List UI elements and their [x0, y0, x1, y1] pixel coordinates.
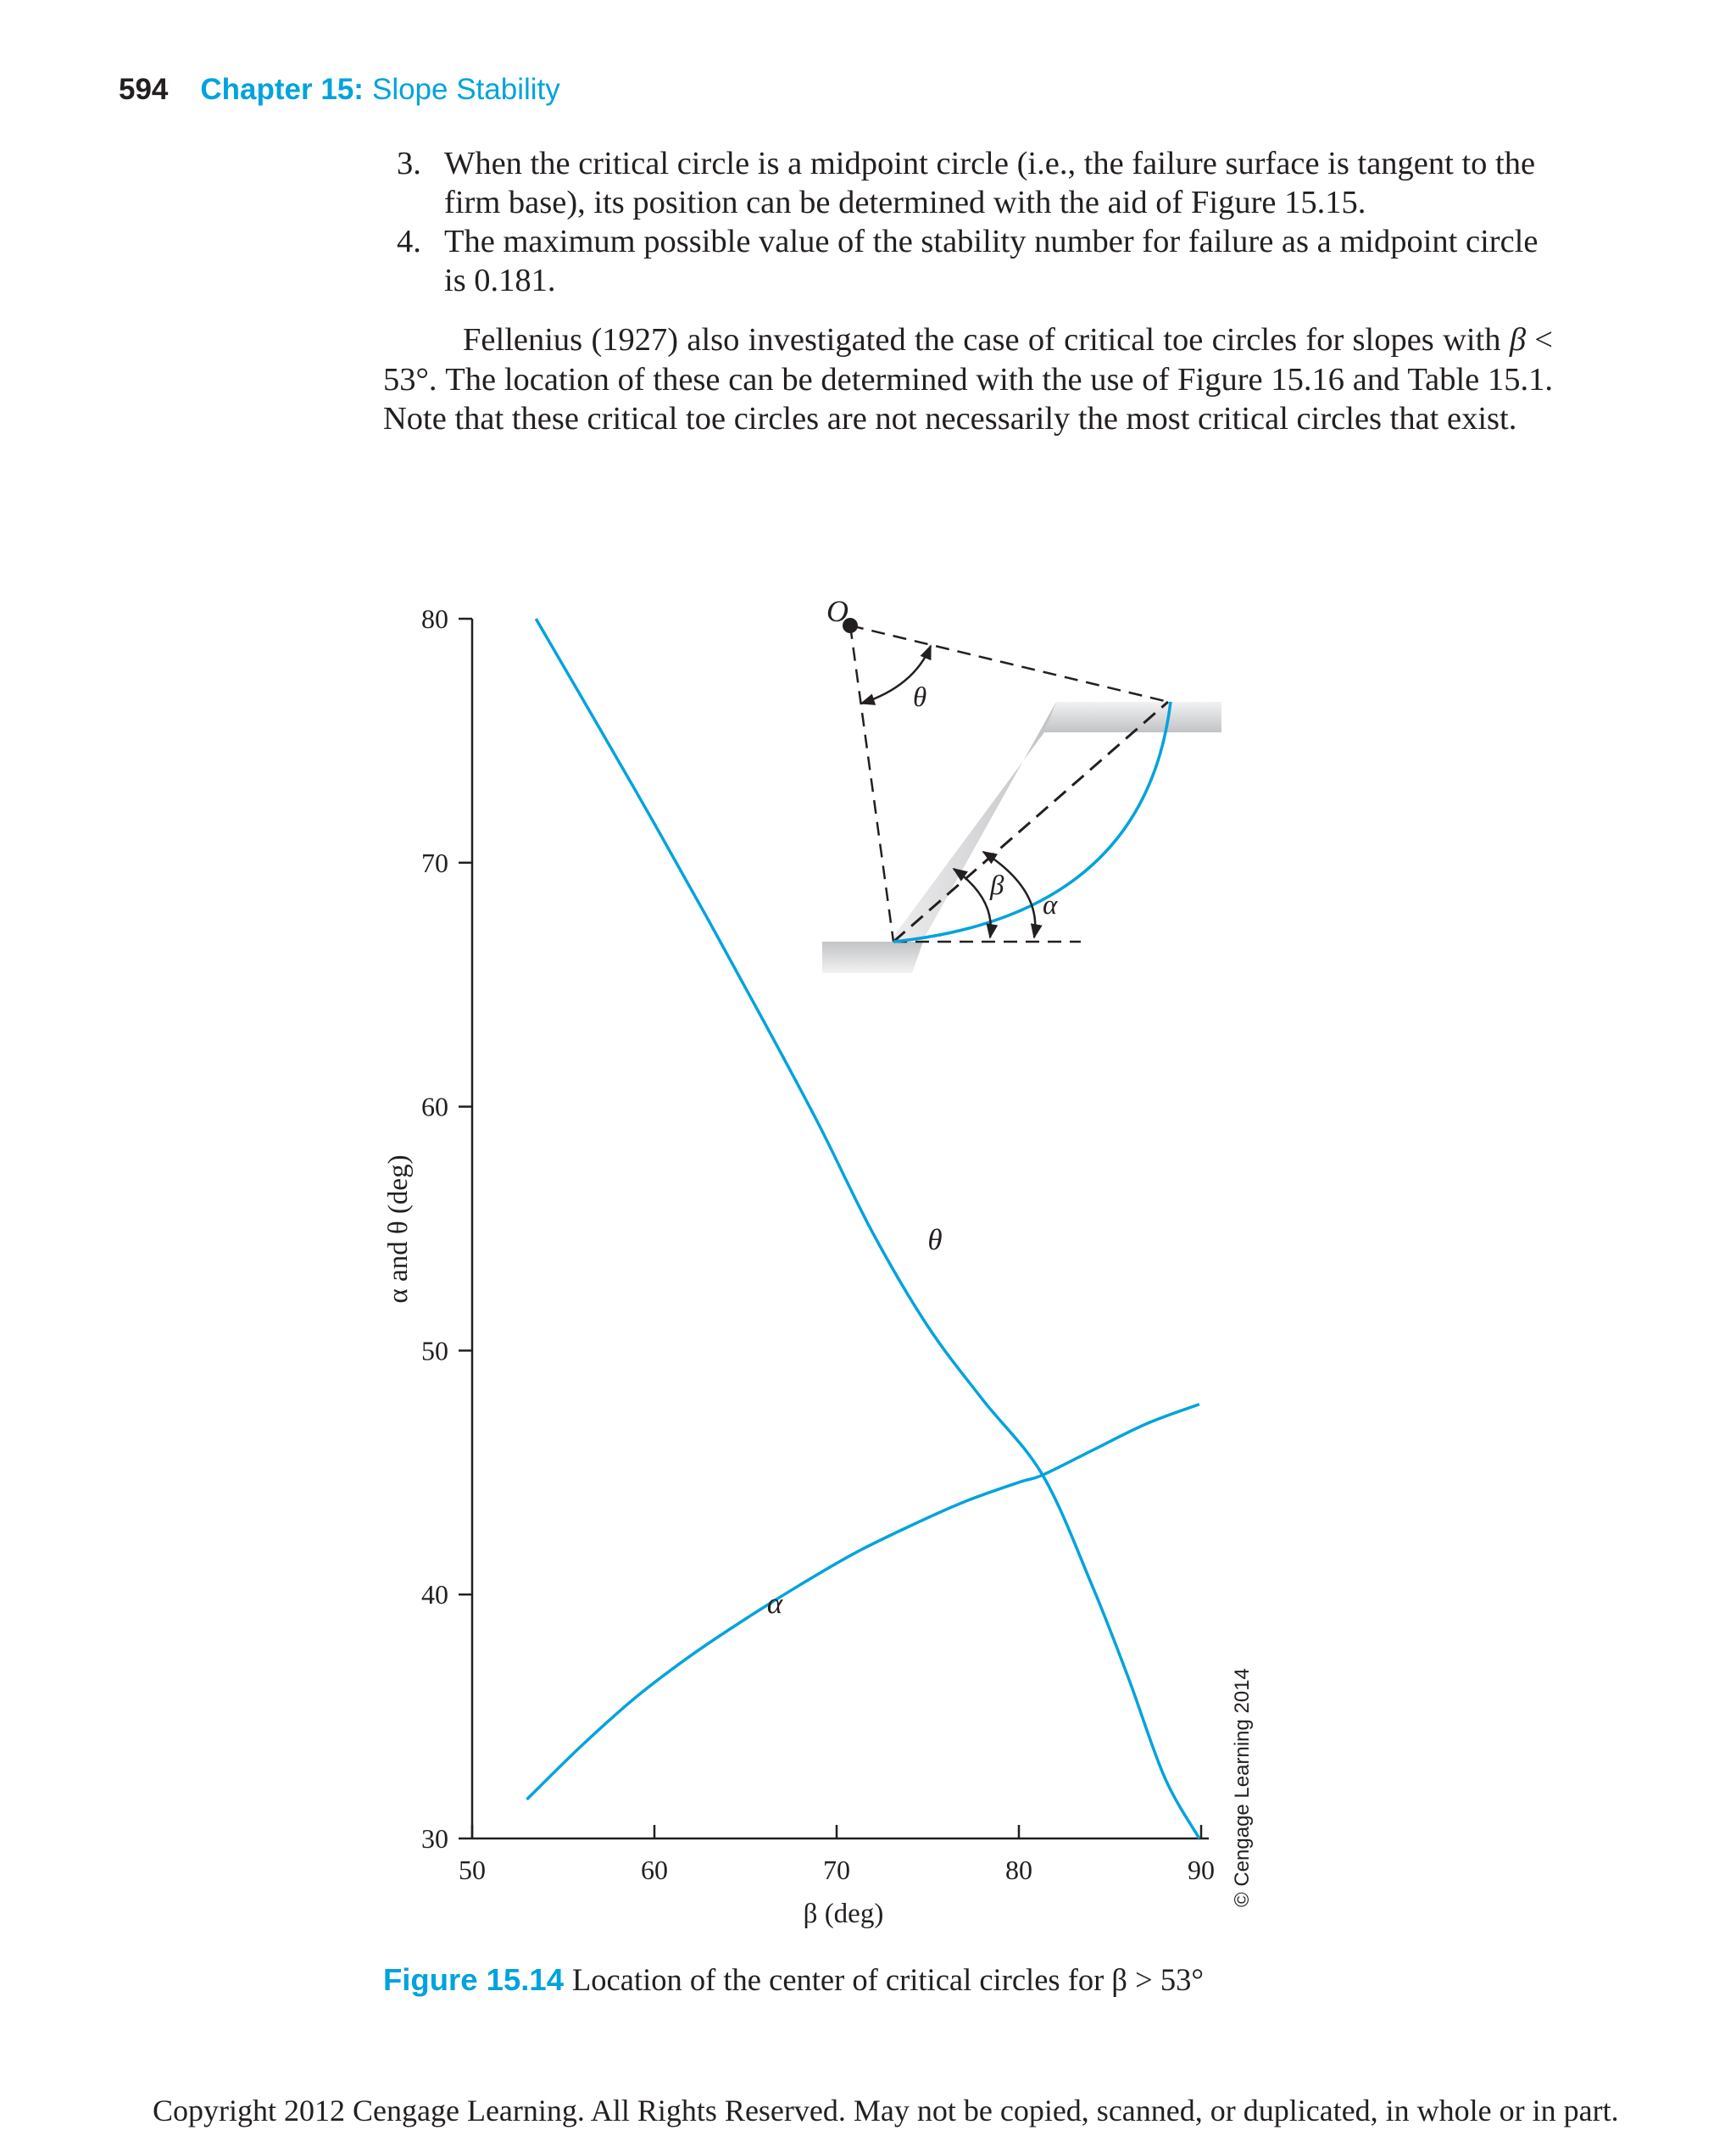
list-text: The maximum possible value of the stability number for failure as a midpoint circle is 0.181.: [444, 224, 1538, 298]
chapter-title: Slope Stability: [371, 73, 560, 106]
axes: [472, 619, 1209, 1838]
y-tick-label: 80: [421, 603, 448, 634]
y-tick-label: 40: [421, 1579, 448, 1610]
radius-line: [850, 626, 1168, 702]
page-number: 594: [119, 73, 169, 106]
data-series: [527, 619, 1199, 1838]
caption-text: Location of the center of critical circles for β > 53°: [572, 1962, 1204, 1997]
paragraph-text: Fellenius (1927) also investigated the case of critical toe circles for slopes with: [463, 322, 1501, 358]
y-tick-label: 60: [421, 1091, 448, 1122]
slope-ground-bottom: [822, 942, 923, 973]
series-line-theta: [536, 619, 1199, 1838]
figure-label: Figure 15.14: [383, 1962, 565, 1997]
slope-inset-diagram: [822, 594, 1221, 973]
y-tick-label: 70: [421, 847, 448, 878]
chapter-label: Chapter 15:: [200, 73, 364, 106]
x-tick-label: 60: [641, 1855, 668, 1885]
center-label: O: [826, 594, 849, 628]
beta-label: β: [990, 870, 1004, 901]
list-text: When the critical circle is a midpoint circle (i.e., the failure surface is tangent to the firm base), its position can be determined with the aid of Figure 15.15.: [444, 146, 1536, 220]
slope-ground-top: [1044, 702, 1221, 732]
paragraph-text: < 53°. The location of these can be determined with the use of Figure 15.16 and Table 15.1. Note that these critical toe circles are not necessarily the most critical circles that exist.: [383, 322, 1553, 437]
axis-tick-labels: [421, 603, 1215, 1885]
y-tick-label: 30: [421, 1823, 448, 1854]
copyright-note: © Cengage Learning 2014: [1231, 1668, 1254, 1907]
list-number: 4.: [397, 224, 421, 259]
x-tick-label: 70: [823, 1855, 850, 1885]
x-tick-label: 90: [1188, 1855, 1215, 1885]
alpha-label: α: [1043, 890, 1058, 921]
y-axis-label: α and θ (deg): [383, 1154, 414, 1304]
copyright-footer: Copyright 2012 Cengage Learning. All Rights Reserved. May not be copied, scanned, or duplicated, in whole or in part.: [153, 2094, 1619, 2128]
radius-line: [850, 626, 893, 942]
beta-symbol: β: [1509, 322, 1526, 358]
y-tick-label: 50: [421, 1335, 448, 1366]
x-tick-label: 80: [1005, 1855, 1032, 1885]
curve-label-alpha: α: [766, 1587, 783, 1620]
x-tick-label: 50: [459, 1855, 486, 1885]
axis-ticks: [459, 619, 1201, 1838]
list-number: 3.: [397, 146, 421, 181]
theta-label: θ: [913, 682, 927, 713]
x-axis-label: β (deg): [803, 1899, 884, 1929]
figure-caption: [383, 1961, 1204, 1998]
curve-label-theta: θ: [927, 1223, 943, 1256]
